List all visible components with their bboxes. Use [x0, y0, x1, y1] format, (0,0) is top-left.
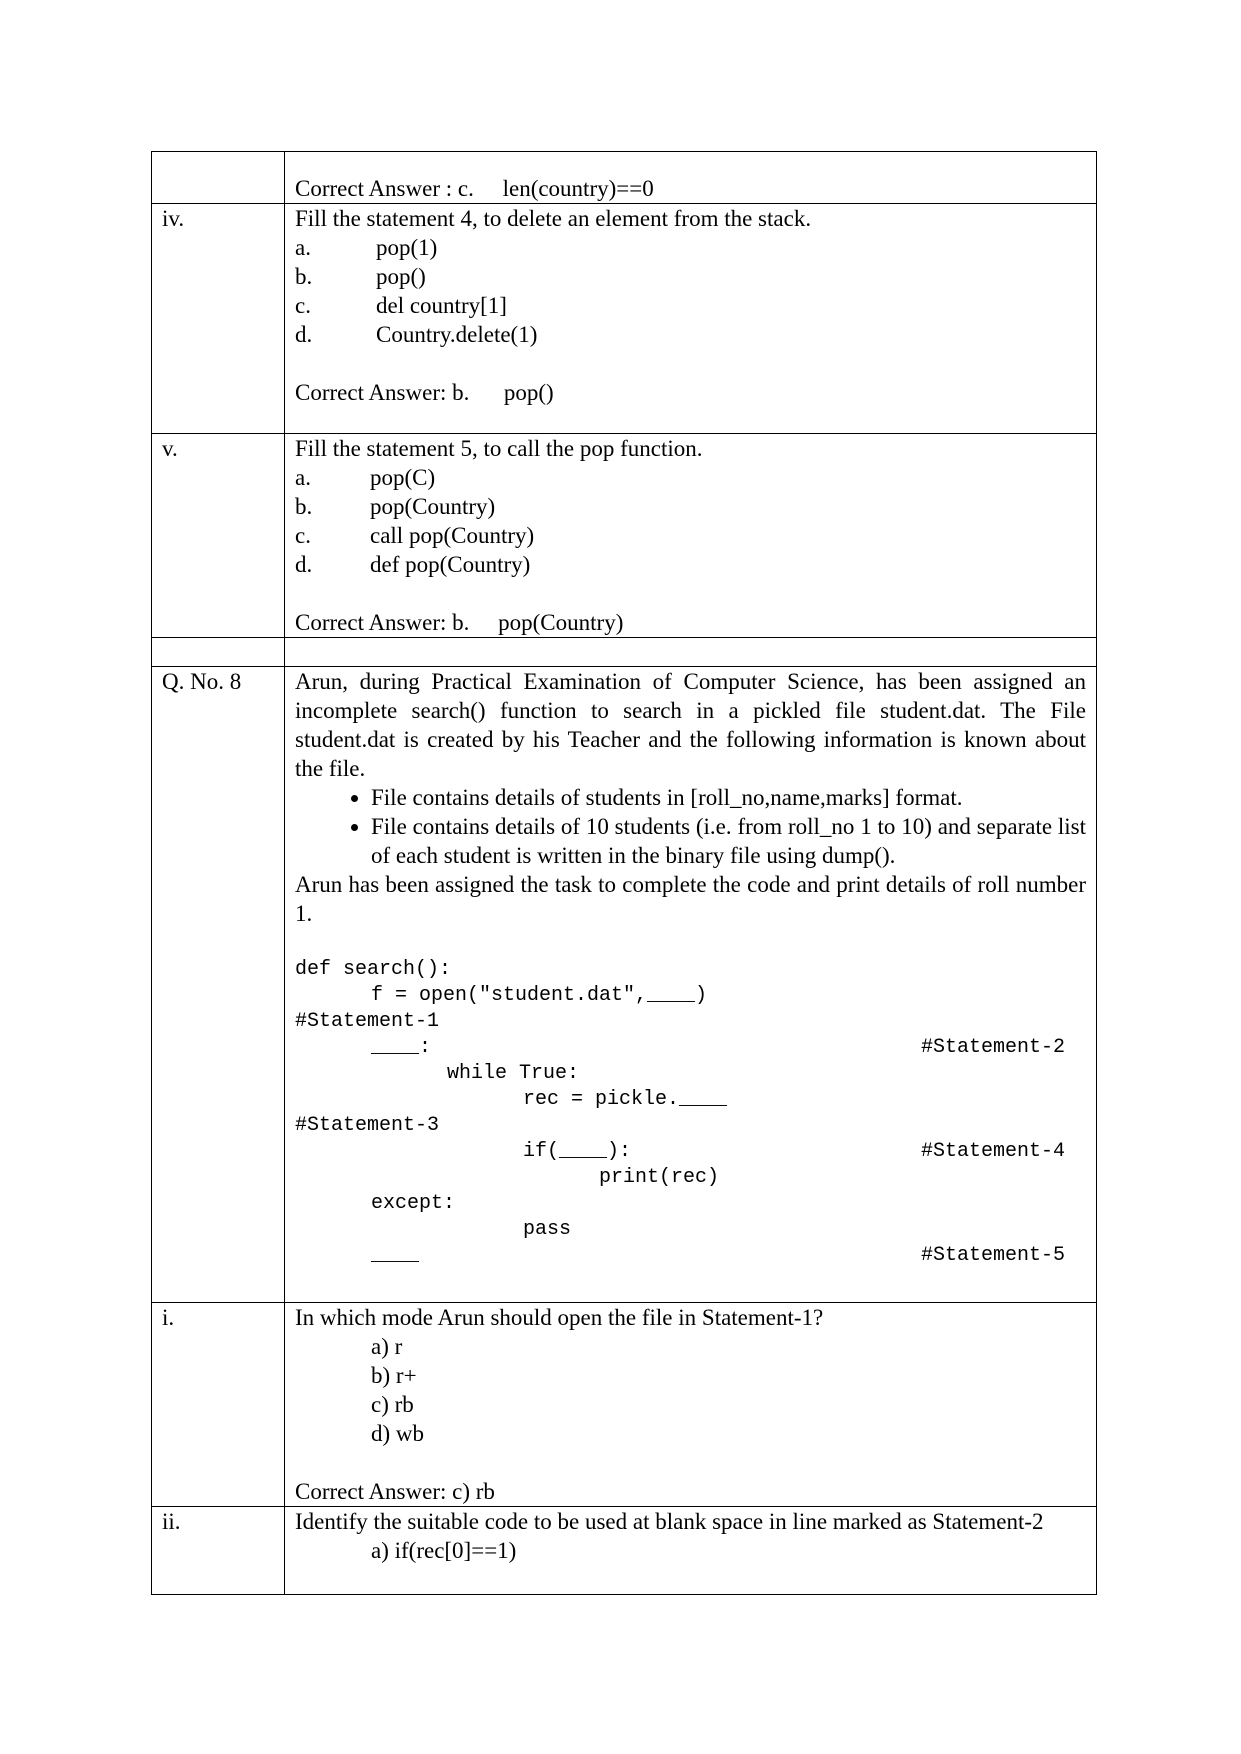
code-line: f = open("student.dat",____) — [371, 984, 708, 1007]
question-intro: Arun, during Practical Examination of Computer Science, has been assigned an incomplete search() function to search in a pickled file student.dat. The File student.dat is created by his Teacher and the following information is known about the file. — [295, 669, 1086, 781]
code-line: rec = pickle.____ — [523, 1088, 728, 1111]
correct-answer: Correct Answer : c. len(country)==0 — [295, 176, 654, 201]
question-body-cell — [285, 152, 1097, 204]
spacer-row — [152, 638, 1097, 667]
option-a: a. pop(1) — [295, 235, 438, 260]
question-body-cell — [285, 204, 1097, 434]
question-text: Fill the statement 4, to delete an element from the stack. — [295, 206, 812, 231]
code-line: while True: — [447, 1062, 580, 1085]
option-b: b. pop() — [295, 264, 426, 289]
option-b: b) r+ — [371, 1363, 417, 1388]
table-row — [152, 152, 1097, 204]
code-line: pass — [523, 1218, 572, 1241]
option-c: c) rb — [371, 1392, 414, 1417]
option-b: b. pop(Country) — [295, 494, 496, 519]
info-list — [295, 783, 1086, 870]
option-d: d. def pop(Country) — [295, 552, 531, 577]
question-text: Identify the suitable code to be used at blank space in line marked as Statement-2 — [295, 1509, 1044, 1534]
code-line: except: — [371, 1192, 456, 1215]
table-row — [152, 204, 1097, 434]
option-a: a) if(rec[0]==1) — [371, 1538, 517, 1563]
question-text: Fill the statement 5, to call the pop function. — [295, 436, 703, 461]
question-number-cell: Q. No. 8 — [152, 667, 285, 1303]
question-body-cell — [285, 434, 1097, 638]
question-body-cell — [285, 667, 1097, 1303]
code-line: if(____): #Statement-4 — [523, 1140, 1066, 1163]
correct-answer: Correct Answer: b. pop(Country) — [295, 610, 624, 635]
question-table — [151, 151, 1097, 1595]
question-number-cell — [152, 152, 285, 204]
code-line: ____: #Statement-2 — [371, 1036, 1066, 1059]
table-row — [152, 1507, 1097, 1595]
question-task: Arun has been assigned the task to complete the code and print details of roll number 1. — [295, 872, 1086, 926]
code-line: ____ #Statement-5 — [371, 1244, 1066, 1267]
code-line: def search(): — [295, 958, 452, 981]
table-row — [152, 1303, 1097, 1507]
option-c: c. del country[1] — [295, 293, 507, 318]
correct-answer: Correct Answer: b. pop() — [295, 380, 554, 405]
question-number-cell: iv. — [152, 204, 285, 434]
correct-answer: Correct Answer: c) rb — [295, 1479, 495, 1504]
option-d: d) wb — [371, 1421, 425, 1446]
table-row — [152, 667, 1097, 1303]
list-item: • File contains details of students in [roll_no,name,marks] format. — [371, 783, 1086, 812]
question-number-cell: i. — [152, 1303, 285, 1507]
table-row — [152, 434, 1097, 638]
code-line: print(rec) — [599, 1166, 720, 1189]
option-c: c. call pop(Country) — [295, 523, 535, 548]
code-line: #Statement-1 — [295, 1010, 440, 1033]
question-number-cell: v. — [152, 434, 285, 638]
option-a: a) r — [371, 1334, 403, 1359]
code-block — [295, 957, 1086, 1269]
list-item: • File contains details of 10 students (i.e. from roll_no 1 to 10) and separate list of each student is written in the binary file using dump(). — [371, 812, 1086, 870]
code-line: #Statement-3 — [295, 1114, 440, 1137]
option-d: d. Country.delete(1) — [295, 322, 538, 347]
question-number-cell: ii. — [152, 1507, 285, 1595]
question-body-cell — [285, 1507, 1097, 1595]
question-body-cell — [285, 1303, 1097, 1507]
question-text: In which mode Arun should open the file in Statement-1? — [295, 1305, 824, 1330]
option-a: a. pop(C) — [295, 465, 436, 490]
